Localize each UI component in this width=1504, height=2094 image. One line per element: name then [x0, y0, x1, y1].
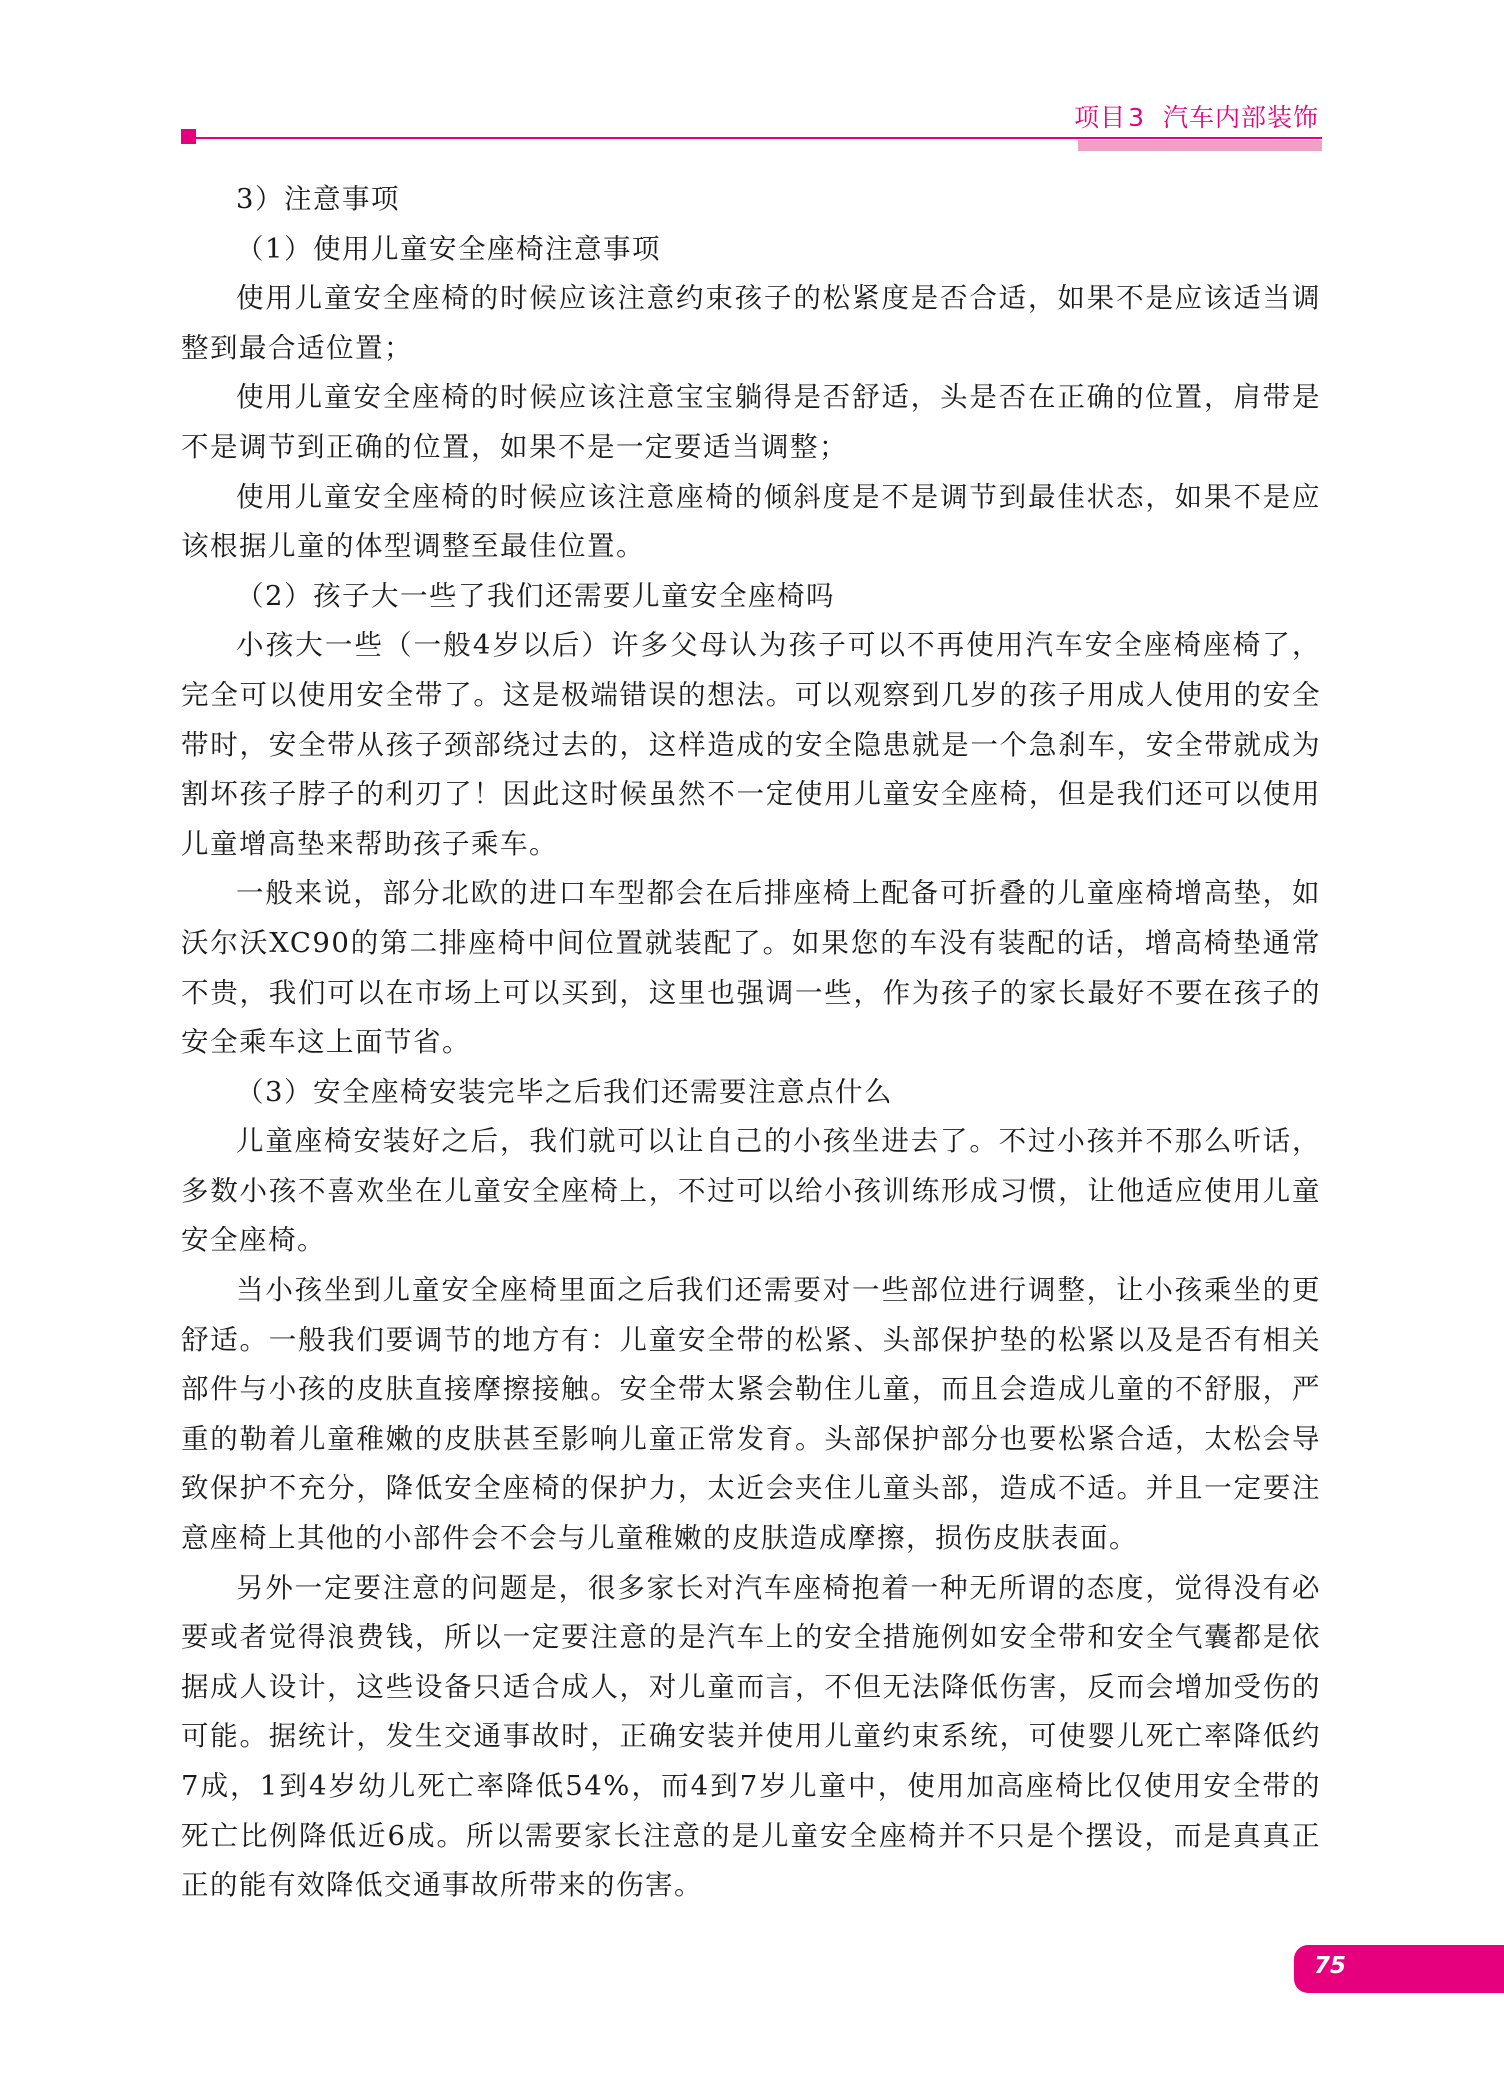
subheading-usage-notes: （1）使用儿童安全座椅注意事项: [236, 232, 661, 265]
page-number-tab: [1294, 1945, 1504, 1993]
header-rule: [196, 137, 1322, 139]
project-label: 项目: [1074, 103, 1127, 132]
header-accent-square: [181, 129, 196, 144]
body-text: [181, 175, 1321, 1911]
paragraph: 使用儿童安全座椅的时候应该注意座椅的倾斜度是不是调节到最佳状态，如果不是应该根据儿童的体型调整至最佳位置。: [181, 480, 1321, 563]
page-header: [0, 0, 1504, 160]
paragraph: 儿童座椅安装好之后，我们就可以让自己的小孩坐进去了。不过小孩并不那么听话，多数小孩不喜欢坐在儿童安全座椅上，不过可以给小孩训练形成习惯，让他适应使用儿童安全座椅。: [181, 1125, 1321, 1257]
paragraph: 另外一定要注意的问题是，很多家长对汽车座椅抱着一种无所谓的态度，觉得没有必要或者觉得浪费钱，所以一定要注意的是汽车上的安全措施例如安全带和安全气囊都是依据成人设计，这些设备只适合成人，对儿童而言，不但无法降低伤害，反而会增加受伤的可能。据统计，发生交通事故时，正确安装并使用儿童约束系统，可使婴儿死亡率降低约7成，1到4岁幼儿死亡率降低54%，而4到7岁儿童中，使用加高座椅比仅使用安全带的死亡比例降低近6成。所以需要家长注意的是儿童安全座椅并不只是个摆设，而是真真正正的能有效降低交通事故所带来的伤害。: [181, 1571, 1321, 1902]
section-heading-notes: 3）注意事项: [236, 183, 400, 215]
page-number: 75: [1314, 1953, 1347, 1979]
paragraph: 一般来说，部分北欧的进口车型都会在后排座椅上配备可折叠的儿童座椅增高垫，如沃尔沃XC90的第二排座椅中间位置就装配了。如果您的车没有装配的话，增高椅垫通常不贵，我们可以在市场上可以买到，这里也强调一些，作为孩子的家长最好不要在孩子的安全乘车这上面节省。: [181, 877, 1321, 1059]
header-accent-bar: [1078, 140, 1322, 151]
paragraph: 小孩大一些（一般4岁以后）许多父母认为孩子可以不再使用汽车安全座椅座椅了，完全可以使用安全带了。这是极端错误的想法。可以观察到几岁的孩子用成人使用的安全带时，安全带从孩子颈部绕过去的，这样造成的安全隐患就是一个急刹车，安全带就成为割坏孩子脖子的利刃了！因此这时候虽然不一定使用儿童安全座椅，但是我们还可以使用儿童增高垫来帮助孩子乘车。: [181, 629, 1321, 860]
chapter-title: 汽车内部装饰: [1162, 103, 1319, 132]
project-number: 3: [1128, 103, 1145, 132]
running-header: [1074, 98, 1319, 134]
subheading-after-installation: （3）安全座椅安装完毕之后我们还需要注意点什么: [236, 1075, 893, 1108]
subheading-older-children: （2）孩子大一些了我们还需要儿童安全座椅吗: [236, 579, 835, 612]
paragraph: 当小孩坐到儿童安全座椅里面之后我们还需要对一些部位进行调整，让小孩乘坐的更舒适。一般我们要调节的地方有：儿童安全带的松紧、头部保护垫的松紧以及是否有相关部件与小孩的皮肤直接摩擦接触。安全带太紧会勒住儿童，而且会造成儿童的不舒服，严重的勒着儿童稚嫩的皮肤甚至影响儿童正常发育。头部保护部分也要松紧合适，太松会导致保护不充分，降低安全座椅的保护力，太近会夹住儿童头部，造成不适。并且一定要注意座椅上其他的小部件会不会与儿童稚嫩的皮肤造成摩擦，损伤皮肤表面。: [181, 1274, 1321, 1555]
paragraph: 使用儿童安全座椅的时候应该注意宝宝躺得是否舒适，头是否在正确的位置，肩带是不是调节到正确的位置，如果不是一定要适当调整；: [181, 381, 1321, 463]
paragraph: 使用儿童安全座椅的时候应该注意约束孩子的松紧度是否合适，如果不是应该适当调整到最合适位置；: [181, 282, 1321, 364]
